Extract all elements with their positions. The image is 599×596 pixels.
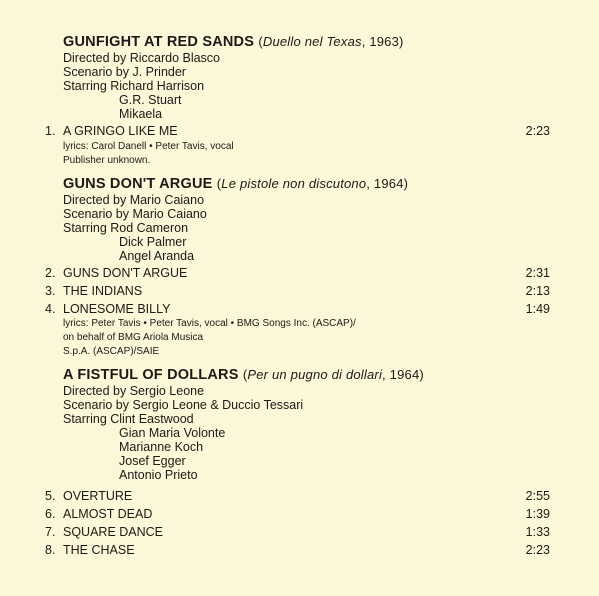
track-note: lyrics: Carol Danell • Peter Tavis, vocal <box>63 141 234 152</box>
credit-line: Directed by Mario Caiano <box>63 193 205 207</box>
track-number: 4. <box>45 302 56 316</box>
track-title: LONESOME BILLY <box>63 302 171 316</box>
cast-line: Mikaela <box>119 107 163 121</box>
track-number: 5. <box>45 489 56 503</box>
track-title: OVERTURE <box>63 489 133 503</box>
section-title: A FISTFUL OF DOLLARS (Per un pugno di dollari, 1964) <box>63 367 424 383</box>
track-duration: 1:49 <box>525 302 550 316</box>
track-title: ALMOST DEAD <box>63 507 153 521</box>
track-title: THE CHASE <box>63 543 135 557</box>
credit-line: Starring Rod Cameron <box>63 221 189 235</box>
track-duration: 2:13 <box>525 284 550 298</box>
track-note: lyrics: Peter Tavis • Peter Tavis, vocal • BMG Songs Inc. (ASCAP)/ <box>63 318 356 329</box>
credit-line: Directed by Riccardo Blasco <box>63 51 221 65</box>
track-title: GUNS DON'T ARGUE <box>63 266 188 280</box>
track-number: 3. <box>45 284 56 298</box>
cast-line: Angel Aranda <box>119 249 195 263</box>
cast-line: G.R. Stuart <box>119 93 182 107</box>
track-number: 8. <box>45 543 56 557</box>
cast-line: Antonio Prieto <box>119 468 198 482</box>
section-title: GUNS DON'T ARGUE (Le pistole non discutono, 1964) <box>63 176 409 192</box>
track-note: S.p.A. (ASCAP)/SAIE <box>63 346 160 357</box>
cast-line: Dick Palmer <box>119 235 187 249</box>
credit-line: Scenario by Mario Caiano <box>63 207 207 221</box>
credit-line: Starring Clint Eastwood <box>63 412 194 426</box>
track-title: THE INDIANS <box>63 284 143 298</box>
credit-line: Scenario by Sergio Leone & Duccio Tessari <box>63 398 304 412</box>
track-duration: 1:33 <box>525 525 550 539</box>
track-title: SQUARE DANCE <box>63 525 164 539</box>
track-duration: 2:23 <box>525 124 550 138</box>
track-number: 2. <box>45 266 56 280</box>
track-duration: 2:23 <box>525 543 550 557</box>
cast-line: Josef Egger <box>119 454 186 468</box>
section-title: GUNFIGHT AT RED SANDS (Duello nel Texas, 1963) <box>63 34 404 50</box>
cast-line: Marianne Koch <box>119 440 204 454</box>
track-number: 1. <box>45 124 56 138</box>
track-duration: 2:55 <box>525 489 550 503</box>
credit-line: Directed by Sergio Leone <box>63 384 205 398</box>
track-note: Publisher unknown. <box>63 155 151 166</box>
track-note: on behalf of BMG Ariola Musica <box>63 332 204 343</box>
cast-line: Gian Maria Volonte <box>119 426 226 440</box>
track-duration: 2:31 <box>525 266 550 280</box>
track-number: 7. <box>45 525 56 539</box>
credit-line: Starring Richard Harrison <box>63 79 205 93</box>
track-title: A GRINGO LIKE ME <box>63 124 178 138</box>
track-duration: 1:39 <box>525 507 550 521</box>
credit-line: Scenario by J. Prinder <box>63 65 186 79</box>
track-number: 6. <box>45 507 56 521</box>
